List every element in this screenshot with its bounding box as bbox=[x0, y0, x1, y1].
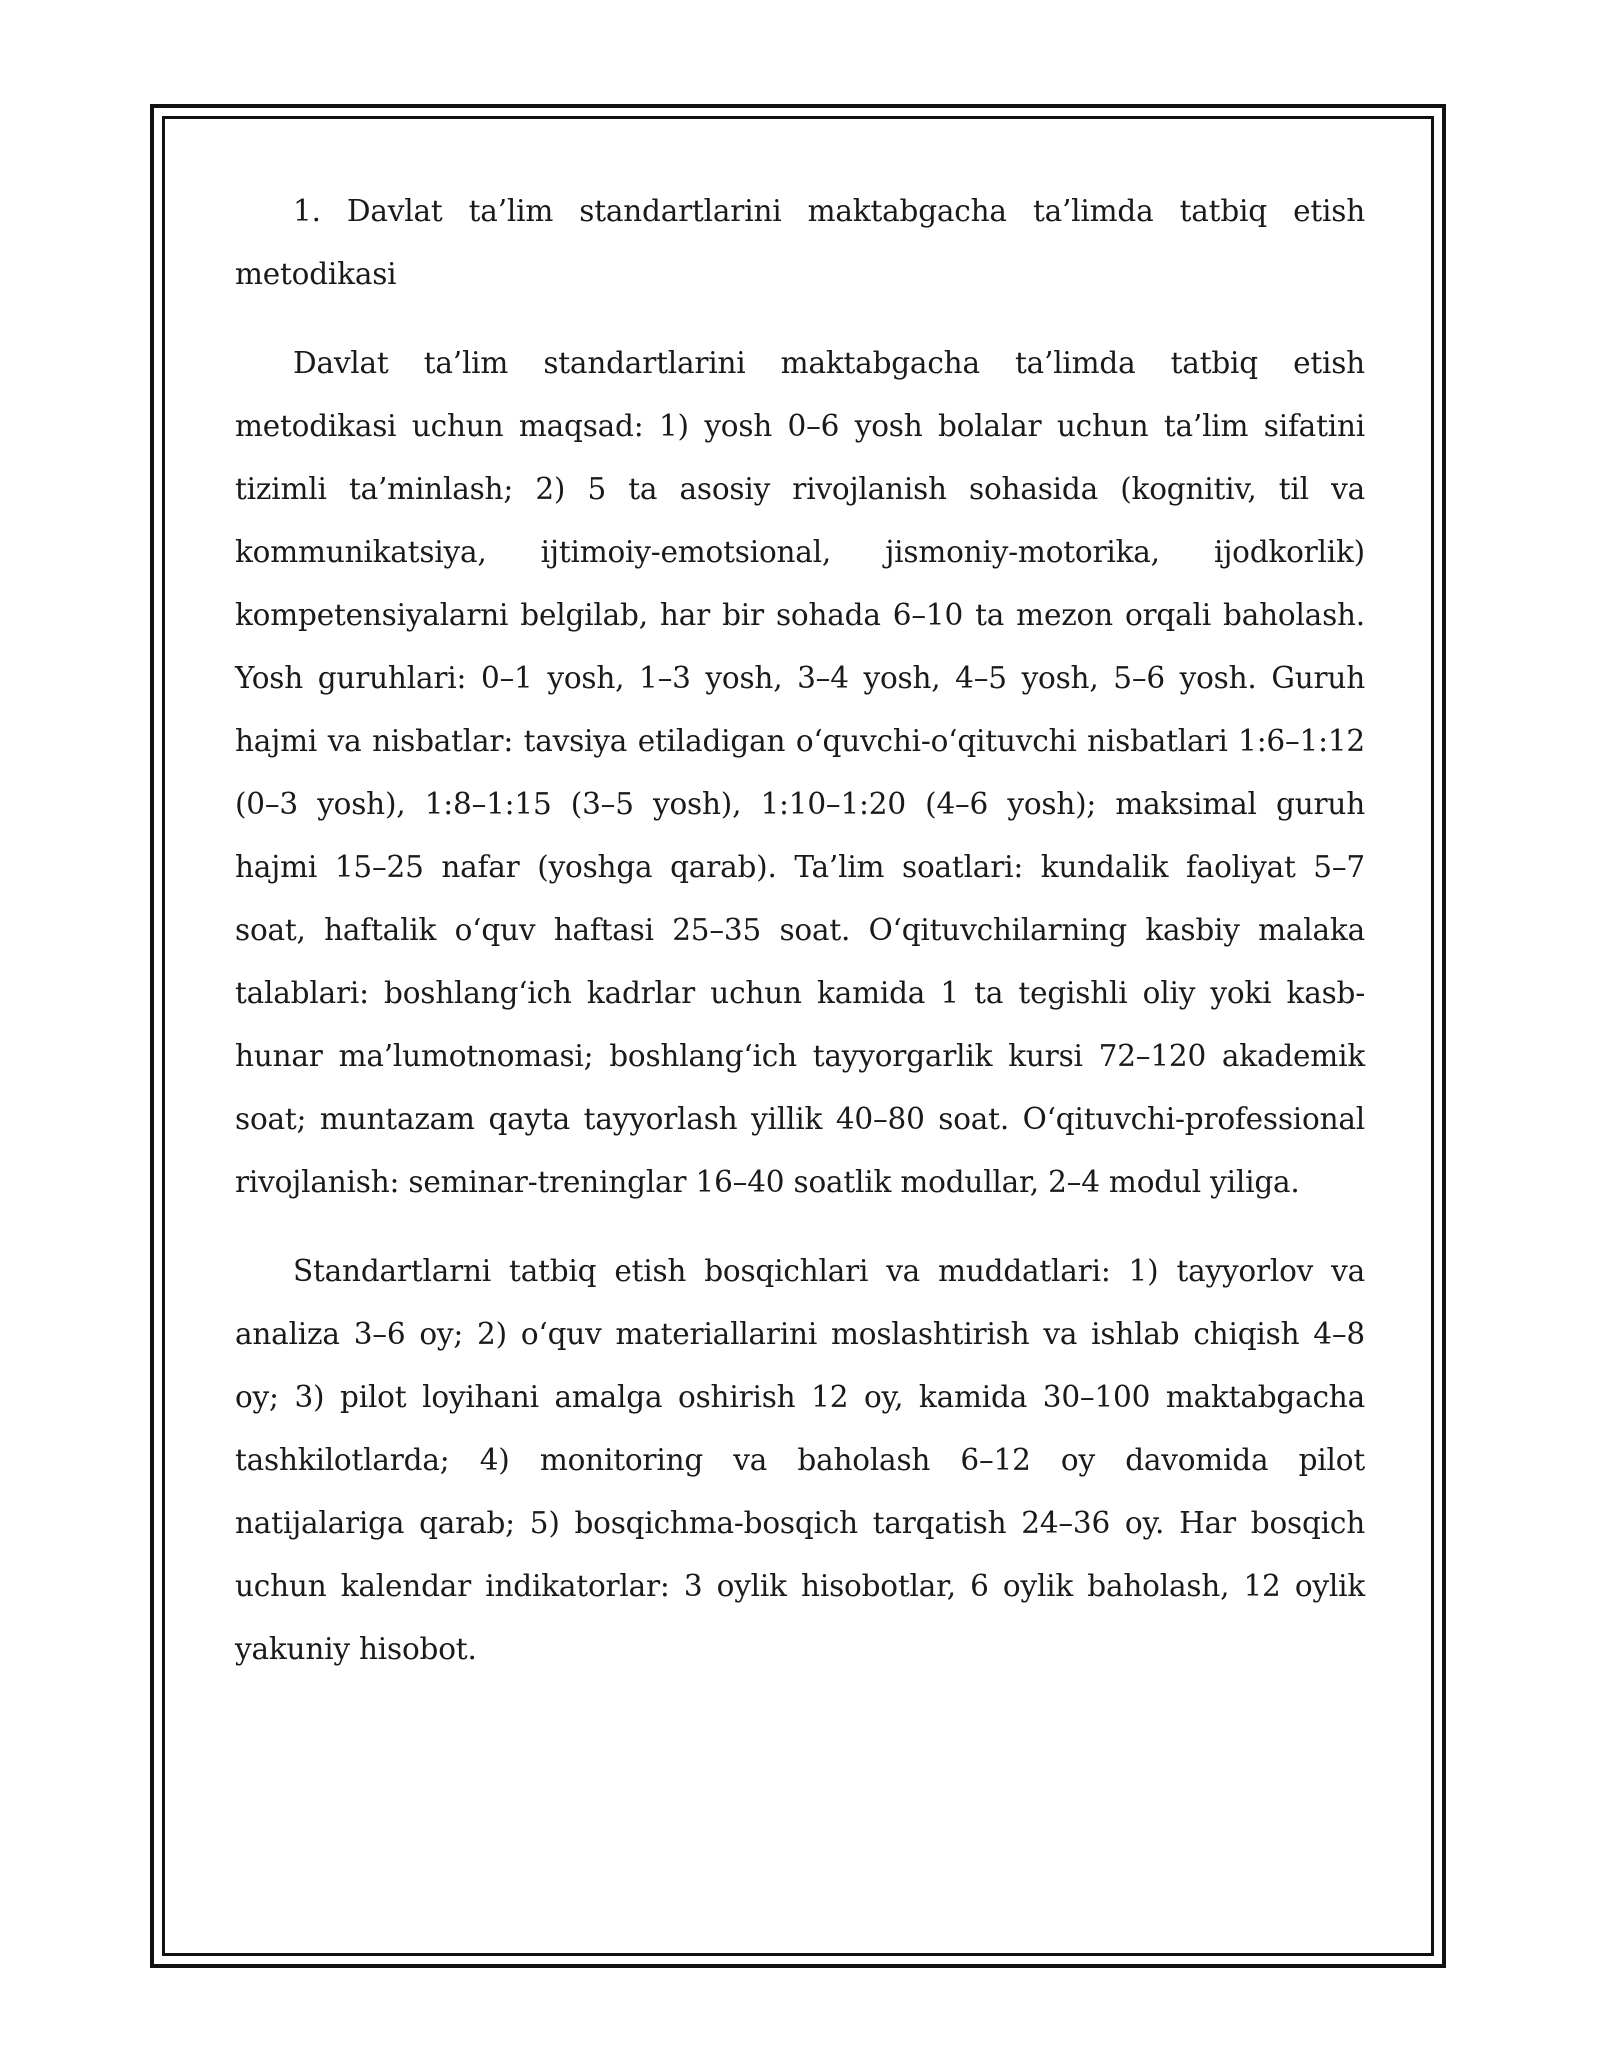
paragraph-stages: Standartlarni tatbiq etish bosqichlari va muddatlari: 1) tayyorlov va analiza 3–6 oy; 2) o‘quv materiallarini moslashtirish va ishlab chiqish 4–8 oy; 3) pilot loyihani amalga oshirish 12 oy, kamida 30–100 maktabgacha tashkilotlarda; 4) monitoring va baholash 6–12 oy davomida pilot natijalariga qarab; 5) bosqichma-bosqich tarqatish 24–36 oy. Har bosqich uchun kalendar indikatorlar: 3 oylik hisobotlar, 6 oylik baholash, 12 oylik yakuniy hisobot. bbox=[235, 1254, 1365, 1666]
section-heading: 1. Davlat ta’lim standartlarini maktabgacha ta’limda tatbiq etish metodikasi bbox=[235, 194, 1365, 291]
document-body bbox=[235, 180, 1365, 1681]
paragraph-goals: Davlat ta’lim standartlarini maktabgacha ta’limda tatbiq etish metodikasi uchun maqsad: 1) yosh 0–6 yosh bolalar uchun ta’lim sifatini tizimli ta’minlash; 2) 5 ta asosiy rivojlanish sohasida (kognitiv, til va kommunikatsiya, ijtimoiy-emotsional, jismoniy-motorika, ijodkorlik) kompetensiyalarni belgilab, har bir sohada 6–10 ta mezon orqali baholash. Yosh guruhlari: 0–1 yosh, 1–3 yosh, 3–4 yosh, 4–5 yosh, 5–6 yosh. Guruh hajmi va nisbatlar: tavsiya etiladigan o‘quvchi-o‘qituvchi nisbatlari 1:6–1:12 (0–3 yosh), 1:8–1:15 (3–5 yosh), 1:10–1:20 (4–6 yosh); maksimal guruh hajmi 15–25 nafar (yoshga qarab). Ta’lim soatlari: kundalik faoliyat 5–7 soat, haftalik o‘quv haftasi 25–35 soat. O‘qituvchilarning kasbiy malaka talablari: boshlang‘ich kadrlar uchun kamida 1 ta tegishli oliy yoki kasb-hunar ma’lumotnomasi; boshlang‘ich tayyorgarlik kursi 72–120 akademik soat; muntazam qayta tayyorlash yillik 40–80 soat. O‘qituvchi-professional rivojlanish: seminar-treninglar 16–40 soatlik modullar, 2–4 modul yiliga. bbox=[235, 346, 1365, 1199]
